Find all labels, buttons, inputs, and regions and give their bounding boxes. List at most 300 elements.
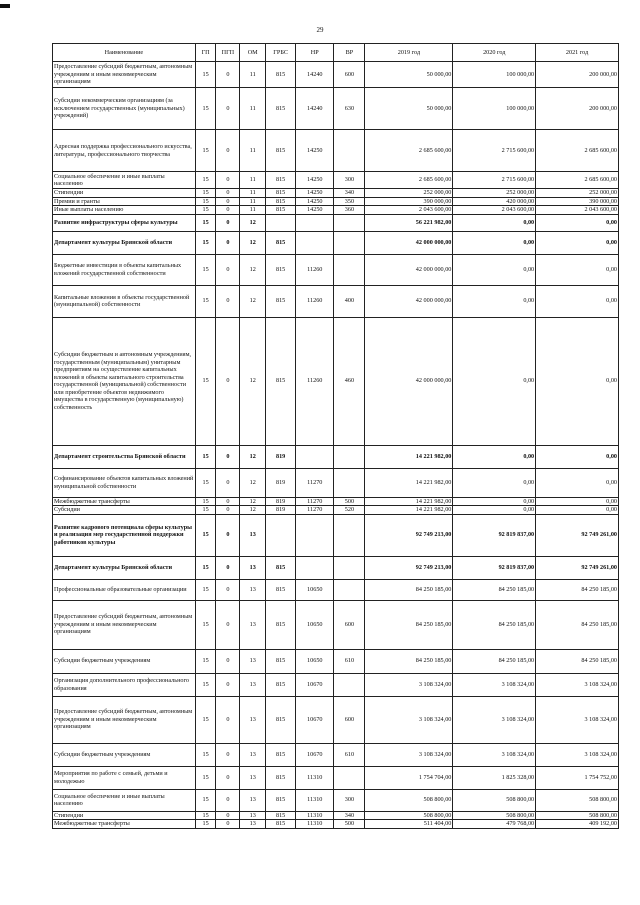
row-vr-cell: 610 [334,649,365,673]
row-gp-cell: 15 [195,189,216,198]
row-pgp-cell: 0 [216,811,240,820]
row-vr-cell: 520 [334,506,365,515]
row-om-cell: 12 [240,317,266,445]
row-nr-cell: 10670 [296,743,334,766]
row-2020-cell: 84 250 185,00 [453,649,536,673]
row-name-cell: Субсидии бюджетным учреждениям [53,743,196,766]
row-nr-cell: 14250 [296,130,334,172]
table-row [53,317,619,445]
row-name-cell: Субсидии бюджетным учреждениям [53,649,196,673]
row-pgp-cell: 0 [216,214,240,231]
row-om-cell: 12 [240,506,266,515]
row-2019-cell: 50 000,00 [365,62,453,88]
row-gp-cell: 15 [195,743,216,766]
row-gp-cell: 15 [195,514,216,556]
row-2021-cell: 0,00 [536,231,619,254]
row-nr-cell: 14250 [296,172,334,189]
row-grbs-cell: 815 [266,189,296,198]
row-om-cell: 13 [240,766,266,789]
table-row [53,811,619,820]
row-pgp-cell: 0 [216,789,240,811]
row-vr-cell: 300 [334,172,365,189]
row-vr-cell: 350 [334,197,365,206]
row-grbs-cell: 815 [266,88,296,130]
row-2021-cell: 508 800,00 [536,789,619,811]
row-vr-cell [334,579,365,600]
row-2021-cell: 390 000,00 [536,197,619,206]
row-vr-cell: 610 [334,743,365,766]
row-om-cell: 13 [240,811,266,820]
row-gp-cell: 15 [195,789,216,811]
row-2021-cell: 84 250 185,00 [536,649,619,673]
row-vr-cell: 600 [334,600,365,649]
row-gp-cell: 15 [195,506,216,515]
row-name-cell: Предоставление субсидий бюджетным, автономным учреждениям и иным некоммерческим организациям [53,696,196,743]
row-grbs-cell: 815 [266,130,296,172]
row-grbs-cell: 815 [266,820,296,829]
row-2021-cell: 3 108 324,00 [536,696,619,743]
row-vr-cell [334,130,365,172]
row-vr-cell: 360 [334,206,365,215]
row-2020-cell: 3 108 324,00 [453,696,536,743]
row-grbs-cell: 819 [266,445,296,468]
row-name-cell: Стипендии [53,189,196,198]
row-om-cell: 13 [240,820,266,829]
row-2021-cell: 2 685 600,00 [536,172,619,189]
row-nr-cell: 11260 [296,317,334,445]
header-2020: 2020 год [453,44,536,62]
row-2019-cell: 511 404,00 [365,820,453,829]
row-nr-cell: 10670 [296,696,334,743]
table-row [53,743,619,766]
table-row [53,214,619,231]
row-vr-cell: 340 [334,189,365,198]
header-vr: ВР [334,44,365,62]
row-nr-cell [296,214,334,231]
row-2021-cell: 3 108 324,00 [536,673,619,696]
row-nr-cell: 11260 [296,254,334,285]
row-2019-cell: 252 000,00 [365,189,453,198]
table-row [53,514,619,556]
row-pgp-cell: 0 [216,766,240,789]
row-2021-cell: 84 250 185,00 [536,600,619,649]
row-vr-cell [334,445,365,468]
row-name-cell: Стипендии [53,811,196,820]
row-2021-cell: 0,00 [536,317,619,445]
row-vr-cell: 630 [334,88,365,130]
row-gp-cell: 15 [195,600,216,649]
row-grbs-cell: 815 [266,206,296,215]
table-row [53,766,619,789]
table-row [53,231,619,254]
row-grbs-cell: 815 [266,789,296,811]
row-grbs-cell [266,514,296,556]
row-nr-cell: 14250 [296,206,334,215]
row-2020-cell: 0,00 [453,445,536,468]
row-vr-cell: 500 [334,820,365,829]
row-om-cell: 13 [240,673,266,696]
row-nr-cell: 14240 [296,62,334,88]
row-nr-cell: 11310 [296,811,334,820]
row-nr-cell: 14250 [296,197,334,206]
row-om-cell: 11 [240,172,266,189]
table-row [53,197,619,206]
row-2021-cell: 2 043 600,00 [536,206,619,215]
table-row [53,206,619,215]
row-gp-cell: 15 [195,445,216,468]
row-2020-cell: 2 715 600,00 [453,172,536,189]
row-grbs-cell: 819 [266,468,296,497]
row-vr-cell: 340 [334,811,365,820]
row-2021-cell: 0,00 [536,445,619,468]
table-row [53,649,619,673]
row-2019-cell: 1 754 704,00 [365,766,453,789]
table-row [53,579,619,600]
row-2020-cell: 479 768,00 [453,820,536,829]
row-2019-cell: 3 108 324,00 [365,673,453,696]
table-body [53,62,619,829]
row-name-cell: Субсидии бюджетным и автономным учреждениям, государственным (муниципальным) унитарным предприятиям на осуществление капитальных вложений в объекты капитального строительства государственной (муниципальной) собственности или приобретение объектов недвижимого имущества в государственную (муниципальную) собственность [53,317,196,445]
row-name-cell: Субсидии [53,506,196,515]
row-2020-cell: 3 108 324,00 [453,743,536,766]
table-row [53,254,619,285]
row-om-cell: 13 [240,789,266,811]
row-2021-cell: 0,00 [536,506,619,515]
row-name-cell: Профессиональные образовательные организации [53,579,196,600]
row-pgp-cell: 0 [216,231,240,254]
row-vr-cell [334,214,365,231]
row-vr-cell: 460 [334,317,365,445]
row-2020-cell: 0,00 [453,214,536,231]
row-name-cell: Департамент строительства Брянской области [53,445,196,468]
row-2019-cell: 508 800,00 [365,811,453,820]
row-pgp-cell: 0 [216,506,240,515]
row-2020-cell: 420 000,00 [453,197,536,206]
row-2019-cell: 42 000 000,00 [365,254,453,285]
row-pgp-cell: 0 [216,130,240,172]
table-row [53,285,619,317]
row-2021-cell: 92 749 261,00 [536,556,619,579]
row-name-cell: Межбюджетные трансферты [53,497,196,506]
row-nr-cell: 11310 [296,789,334,811]
row-om-cell: 11 [240,62,266,88]
row-2021-cell: 2 685 600,00 [536,130,619,172]
row-pgp-cell: 0 [216,514,240,556]
table-row [53,789,619,811]
row-2021-cell: 409 192,00 [536,820,619,829]
row-2019-cell: 42 000 000,00 [365,317,453,445]
row-nr-cell: 11310 [296,820,334,829]
row-2019-cell: 2 685 600,00 [365,130,453,172]
row-name-cell: Премии и гранты [53,197,196,206]
row-2020-cell: 252 000,00 [453,189,536,198]
row-vr-cell: 600 [334,696,365,743]
row-nr-cell: 10670 [296,673,334,696]
row-grbs-cell: 815 [266,811,296,820]
header-om: ОМ [240,44,266,62]
row-gp-cell: 15 [195,468,216,497]
row-grbs-cell: 815 [266,62,296,88]
row-2019-cell: 92 749 213,00 [365,556,453,579]
header-nr: НР [296,44,334,62]
row-grbs-cell: 815 [266,743,296,766]
row-pgp-cell: 0 [216,62,240,88]
row-name-cell: Департамент культуры Брянской области [53,556,196,579]
row-pgp-cell: 0 [216,206,240,215]
row-grbs-cell [266,214,296,231]
row-pgp-cell: 0 [216,649,240,673]
row-om-cell: 12 [240,214,266,231]
table-row [53,820,619,829]
row-pgp-cell: 0 [216,743,240,766]
row-gp-cell: 15 [195,254,216,285]
table-row [53,189,619,198]
row-grbs-cell: 815 [266,197,296,206]
row-2021-cell: 508 800,00 [536,811,619,820]
row-2019-cell: 14 221 982,00 [365,506,453,515]
row-2020-cell: 0,00 [453,506,536,515]
row-2019-cell: 2 043 600,00 [365,206,453,215]
row-om-cell: 13 [240,649,266,673]
row-pgp-cell: 0 [216,88,240,130]
row-2020-cell: 84 250 185,00 [453,579,536,600]
row-nr-cell: 10650 [296,600,334,649]
row-2021-cell: 0,00 [536,285,619,317]
row-grbs-cell: 815 [266,696,296,743]
row-2021-cell: 0,00 [536,468,619,497]
row-name-cell: Софинансирование объектов капитальных вложений муниципальной собственности [53,468,196,497]
row-pgp-cell: 0 [216,189,240,198]
row-name-cell: Капитальные вложения в объекты государственной (муниципальной) собственности [53,285,196,317]
row-pgp-cell: 0 [216,673,240,696]
row-2019-cell: 14 221 982,00 [365,468,453,497]
row-gp-cell: 15 [195,766,216,789]
row-nr-cell: 11260 [296,285,334,317]
table-row [53,506,619,515]
row-vr-cell [334,514,365,556]
header-2019: 2019 год [365,44,453,62]
row-2020-cell: 1 825 328,00 [453,766,536,789]
row-2020-cell: 0,00 [453,497,536,506]
row-pgp-cell: 0 [216,600,240,649]
row-name-cell: Адресная поддержка профессионального искусства, литературы, профессионального творчества [53,130,196,172]
row-grbs-cell: 819 [266,506,296,515]
table-header-row [53,44,619,62]
row-vr-cell: 400 [334,285,365,317]
row-nr-cell [296,231,334,254]
row-2019-cell: 50 000,00 [365,88,453,130]
row-grbs-cell: 815 [266,231,296,254]
row-grbs-cell: 815 [266,285,296,317]
row-2020-cell: 0,00 [453,254,536,285]
row-nr-cell: 10650 [296,649,334,673]
row-vr-cell [334,673,365,696]
row-2019-cell: 92 749 213,00 [365,514,453,556]
row-pgp-cell: 0 [216,317,240,445]
row-name-cell: Социальное обеспечение и иные выплаты населению [53,172,196,189]
row-name-cell: Предоставление субсидий бюджетным, автономным учреждениям и иным некоммерческим организациям [53,600,196,649]
row-2021-cell: 1 754 752,00 [536,766,619,789]
row-2019-cell: 84 250 185,00 [365,649,453,673]
row-2021-cell: 84 250 185,00 [536,579,619,600]
table-row [53,673,619,696]
row-om-cell: 11 [240,130,266,172]
row-2021-cell: 200 000,00 [536,62,619,88]
row-vr-cell [334,231,365,254]
row-om-cell: 12 [240,445,266,468]
row-2020-cell: 84 250 185,00 [453,600,536,649]
row-gp-cell: 15 [195,556,216,579]
row-vr-cell [334,468,365,497]
row-2019-cell: 42 000 000,00 [365,285,453,317]
row-2020-cell: 100 000,00 [453,62,536,88]
row-nr-cell [296,445,334,468]
row-2019-cell: 42 000 000,00 [365,231,453,254]
row-2020-cell: 92 819 837,00 [453,556,536,579]
row-om-cell: 13 [240,556,266,579]
row-nr-cell [296,556,334,579]
row-2020-cell: 2 043 600,00 [453,206,536,215]
row-name-cell: Организация дополнительного профессионального образования [53,673,196,696]
table-row [53,497,619,506]
row-2020-cell: 2 715 600,00 [453,130,536,172]
row-2020-cell: 0,00 [453,468,536,497]
row-gp-cell: 15 [195,820,216,829]
table-row [53,62,619,88]
row-grbs-cell: 815 [266,254,296,285]
row-grbs-cell: 819 [266,497,296,506]
row-2020-cell: 0,00 [453,285,536,317]
row-2019-cell: 508 800,00 [365,789,453,811]
row-2019-cell: 14 221 982,00 [365,497,453,506]
row-pgp-cell: 0 [216,696,240,743]
row-vr-cell [334,254,365,285]
row-name-cell: Иные выплаты населению [53,206,196,215]
row-om-cell: 13 [240,514,266,556]
row-om-cell: 13 [240,696,266,743]
row-gp-cell: 15 [195,62,216,88]
row-name-cell: Развитие кадрового потенциала сферы культуры и реализация мер государственной поддержки работников культуры [53,514,196,556]
row-nr-cell: 14250 [296,189,334,198]
row-nr-cell [296,514,334,556]
budget-table [52,43,619,829]
row-2021-cell: 0,00 [536,497,619,506]
row-vr-cell [334,766,365,789]
row-2020-cell: 0,00 [453,231,536,254]
header-grbs: ГРБС [266,44,296,62]
row-2019-cell: 2 685 600,00 [365,172,453,189]
row-2021-cell: 252 000,00 [536,189,619,198]
row-gp-cell: 15 [195,130,216,172]
row-pgp-cell: 0 [216,820,240,829]
row-om-cell: 13 [240,743,266,766]
row-2021-cell: 3 108 324,00 [536,743,619,766]
row-nr-cell: 11270 [296,506,334,515]
row-gp-cell: 15 [195,285,216,317]
row-gp-cell: 15 [195,579,216,600]
row-pgp-cell: 0 [216,468,240,497]
row-pgp-cell: 0 [216,497,240,506]
table-row [53,600,619,649]
row-gp-cell: 15 [195,811,216,820]
row-pgp-cell: 0 [216,172,240,189]
row-2021-cell: 0,00 [536,214,619,231]
row-2020-cell: 508 800,00 [453,789,536,811]
row-om-cell: 11 [240,88,266,130]
row-2019-cell: 84 250 185,00 [365,600,453,649]
row-vr-cell: 600 [334,62,365,88]
row-2020-cell: 92 819 837,00 [453,514,536,556]
row-om-cell: 12 [240,285,266,317]
row-pgp-cell: 0 [216,579,240,600]
row-nr-cell: 11270 [296,497,334,506]
row-name-cell: Департамент культуры Брянской области [53,231,196,254]
row-grbs-cell: 815 [266,649,296,673]
row-gp-cell: 15 [195,649,216,673]
header-gp: ГП [195,44,216,62]
row-2020-cell: 508 800,00 [453,811,536,820]
row-vr-cell: 300 [334,789,365,811]
table-row [53,130,619,172]
header-2021: 2021 год [536,44,619,62]
row-grbs-cell: 815 [266,600,296,649]
row-gp-cell: 15 [195,172,216,189]
row-2021-cell: 200 000,00 [536,88,619,130]
table-row [53,172,619,189]
row-om-cell: 12 [240,468,266,497]
table-row [53,556,619,579]
row-2020-cell: 100 000,00 [453,88,536,130]
row-pgp-cell: 0 [216,285,240,317]
row-gp-cell: 15 [195,197,216,206]
row-gp-cell: 15 [195,497,216,506]
row-name-cell: Мероприятия по работе с семьей, детьми и молодежью [53,766,196,789]
row-om-cell: 12 [240,497,266,506]
row-2019-cell: 14 221 982,00 [365,445,453,468]
table-row [53,696,619,743]
row-nr-cell: 14240 [296,88,334,130]
row-pgp-cell: 0 [216,445,240,468]
row-om-cell: 12 [240,254,266,285]
row-name-cell: Бюджетные инвестиции в объекты капитальных вложений государственной собственности [53,254,196,285]
row-2021-cell: 92 749 261,00 [536,514,619,556]
page-number: 29 [316,26,324,34]
row-nr-cell: 11310 [296,766,334,789]
row-2019-cell: 3 108 324,00 [365,696,453,743]
row-om-cell: 13 [240,600,266,649]
row-2019-cell: 3 108 324,00 [365,743,453,766]
row-name-cell: Социальное обеспечение и иные выплаты населению [53,789,196,811]
row-name-cell: Предоставление субсидий бюджетным, автономным учреждениям и иным некоммерческим организациям [53,62,196,88]
row-pgp-cell: 0 [216,197,240,206]
row-2021-cell: 0,00 [536,254,619,285]
table-row [53,445,619,468]
row-grbs-cell: 815 [266,766,296,789]
row-pgp-cell: 0 [216,254,240,285]
row-om-cell: 13 [240,579,266,600]
row-nr-cell: 11270 [296,468,334,497]
page-edge-mark [0,4,10,8]
row-vr-cell: 500 [334,497,365,506]
row-grbs-cell: 815 [266,673,296,696]
row-pgp-cell: 0 [216,556,240,579]
row-gp-cell: 15 [195,88,216,130]
row-nr-cell: 10650 [296,579,334,600]
row-2019-cell: 390 000,00 [365,197,453,206]
header-pgp: ПГП [216,44,240,62]
header-name: Наименование [53,44,196,62]
row-grbs-cell: 815 [266,556,296,579]
